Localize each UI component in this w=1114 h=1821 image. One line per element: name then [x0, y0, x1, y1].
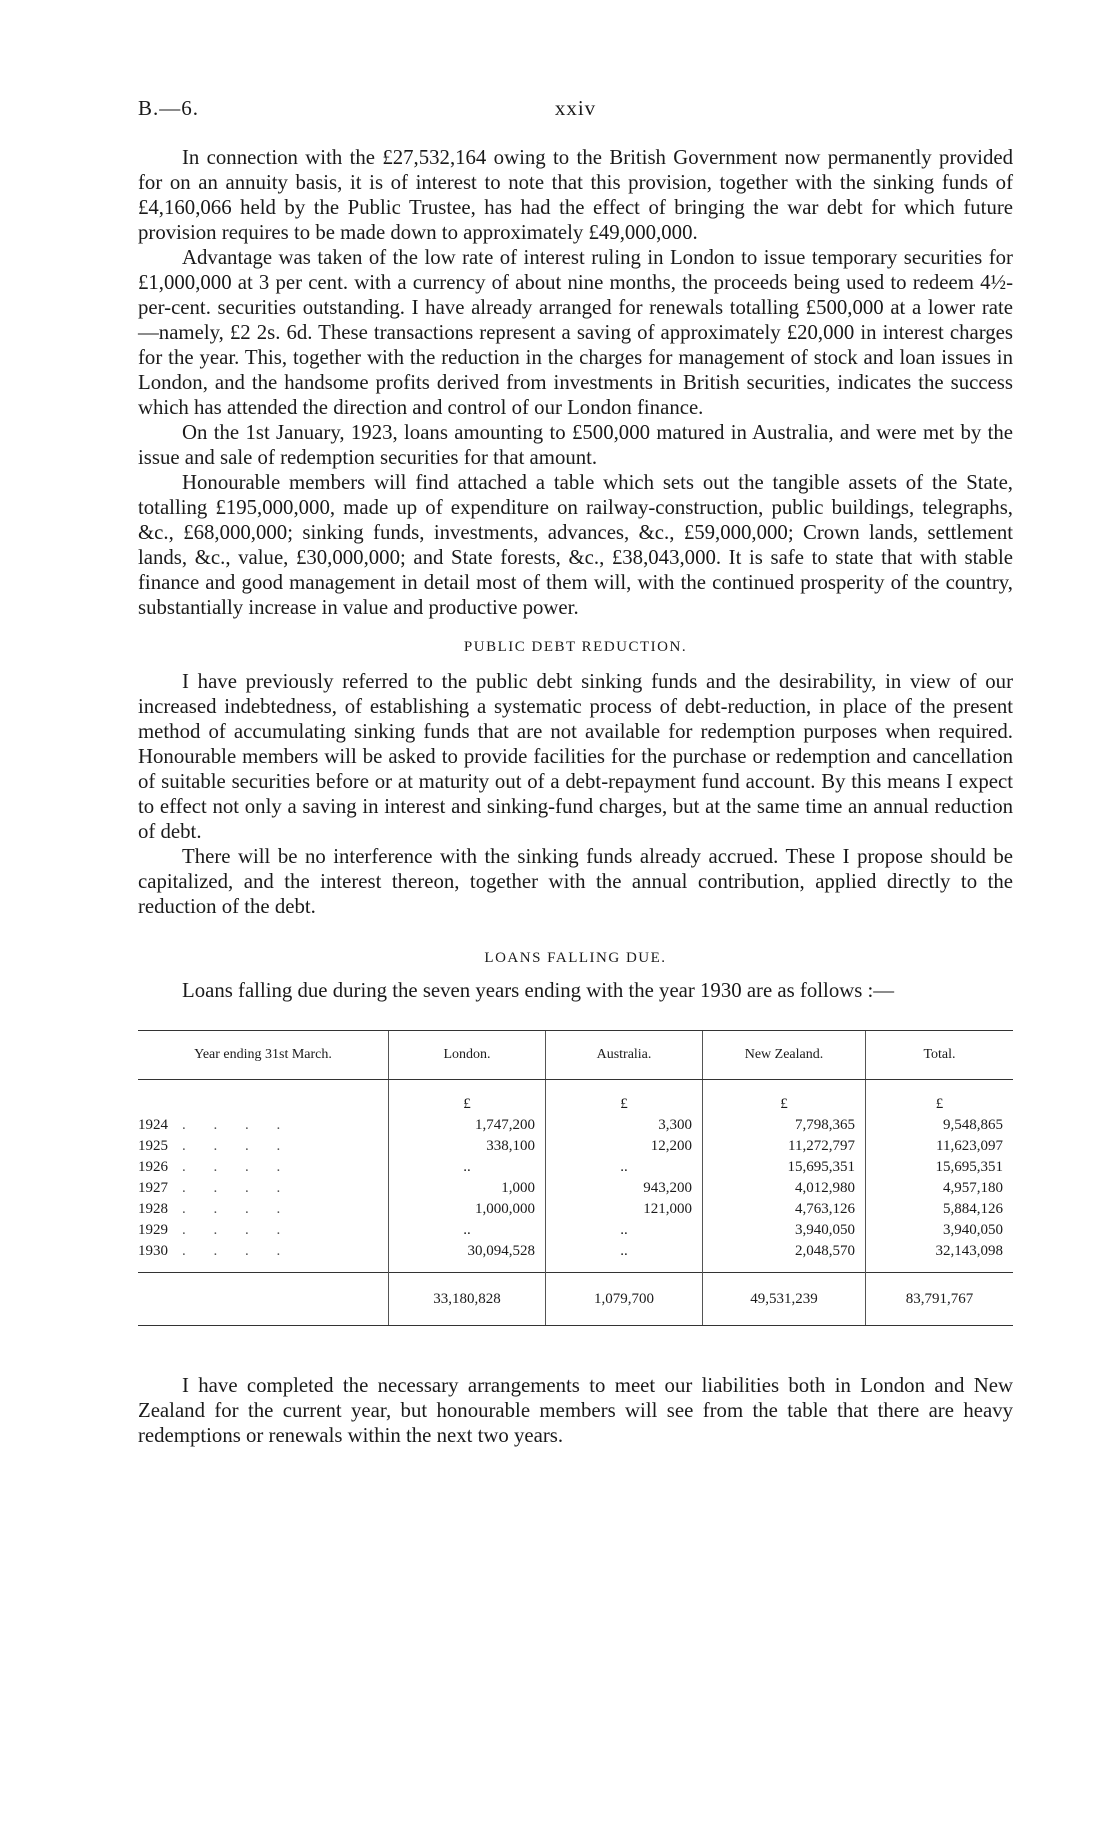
paragraph: Honourable members will find attached a table which sets out the tangible assets of the State, totalling £195,000,000, made up of expenditure on railway-construction, public buildings, telegraphs, &c., £68,000,000; sinking funds, investments, advances, &c., £59,000,000; Crown lands, settlement lands, &c., value, £30,000,000; and State forests, &c., £38,043,000. It is safe to state that with stable finance and good management in detail most of them will, with the continued prosperity of the country, substantially increase in value and productive power. [138, 471, 1013, 619]
closing-paragraph: I have completed the necessary arrangements to meet our liabilities both in London and New Zealand for the current year, but honourable members will see from the table that there are heavy redemptions or renewals within the next two years. [138, 1374, 1013, 1447]
total-cell: 5,884,126 [866, 1199, 1014, 1220]
australia-cell: 943,200 [546, 1178, 703, 1199]
new-zealand-cell: 11,272,797 [703, 1136, 866, 1157]
total-cell: 15,695,351 [866, 1157, 1014, 1178]
leader-dots: . . . . [182, 1243, 293, 1259]
paragraph: Advantage was taken of the low rate of interest ruling in London to issue temporary securities for £1,000,000 at 3 per cent. with a currency of about nine months, the proceeds being used to redeem 4½-per-cent. securities outstanding. I have already arranged for renewals totalling £500,000 at a lower rate—namely, £2 2s. 6d. These transactions represent a saving of approximately £20,000 in interest charges for the year. This, together with the reduction in the charges for management of stock and loan issues in London, and the handsome profits derived from investments in British securities, indicates the success which has attended the direction and control of our London finance. [138, 246, 1013, 419]
london-cell: 1,000,000 [389, 1199, 546, 1220]
australia-cell: .. [546, 1157, 703, 1178]
australia-cell: .. [546, 1220, 703, 1241]
total-cell: 3,940,050 [866, 1220, 1014, 1241]
table-row [138, 1115, 1013, 1136]
units-row [138, 1080, 1013, 1116]
year-cell: 1926 [138, 1159, 168, 1175]
leader-dots: . . . . [182, 1180, 293, 1196]
section-heading-loans: LOANS FALLING DUE. [484, 950, 667, 966]
total-cell: 32,143,098 [866, 1241, 1014, 1273]
unit-label: £ [389, 1080, 546, 1116]
column-header-year: Year ending 31st March. [138, 1031, 389, 1080]
unit-label: £ [866, 1080, 1014, 1116]
year-cell: 1928 [138, 1201, 168, 1217]
new-zealand-cell: 2,048,570 [703, 1241, 866, 1273]
london-cell: 30,094,528 [389, 1241, 546, 1273]
grand-total: 83,791,767 [866, 1273, 1014, 1326]
new-zealand-total: 49,531,239 [703, 1273, 866, 1326]
loans-intro: Loans falling due during the seven years ending with the year 1930 are as follows :— [182, 979, 895, 1002]
totals-row [138, 1273, 1013, 1326]
new-zealand-cell: 15,695,351 [703, 1157, 866, 1178]
leader-dots: . . . . [182, 1201, 293, 1217]
leader-dots: . . . . [182, 1117, 293, 1133]
new-zealand-cell: 4,763,126 [703, 1199, 866, 1220]
london-total: 33,180,828 [389, 1273, 546, 1326]
column-header-total: Total. [866, 1031, 1014, 1080]
leader-dots: . . . . [182, 1222, 293, 1238]
total-cell: 11,623,097 [866, 1136, 1014, 1157]
section-heading-public-debt: PUBLIC DEBT REDUCTION. [463, 639, 688, 655]
new-zealand-cell: 4,012,980 [703, 1178, 866, 1199]
document-reference: B.—6. [138, 96, 200, 120]
new-zealand-cell: 3,940,050 [703, 1220, 866, 1241]
australia-cell: 3,300 [546, 1115, 703, 1136]
new-zealand-cell: 7,798,365 [703, 1115, 866, 1136]
london-cell: .. [389, 1220, 546, 1241]
year-cell: 1927 [138, 1180, 168, 1196]
column-header-new-zealand: New Zealand. [703, 1031, 866, 1080]
london-cell: .. [389, 1157, 546, 1178]
table-row [138, 1157, 1013, 1178]
australia-total: 1,079,700 [546, 1273, 703, 1326]
paragraph: On the 1st January, 1923, loans amounting to £500,000 matured in Australia, and were met by the issue and sale of redemption securities for that amount. [138, 421, 1013, 469]
london-cell: 338,100 [389, 1136, 546, 1157]
australia-cell: 12,200 [546, 1136, 703, 1157]
london-cell: 1,747,200 [389, 1115, 546, 1136]
unit-label: £ [546, 1080, 703, 1116]
london-cell: 1,000 [389, 1178, 546, 1199]
paragraph: In connection with the £27,532,164 owing to the British Government now permanently provided for on an annuity basis, it is of interest to note that this provision, together with the sinking funds of £4,160,066 held by the Public Trustee, has had the effect of bringing the war debt for which future provision requires to be made down to approximately £49,000,000. [138, 146, 1013, 244]
table-row [138, 1241, 1013, 1273]
column-header-london: London. [389, 1031, 546, 1080]
table-header-row [138, 1031, 1013, 1080]
table-row [138, 1178, 1013, 1199]
document-body [138, 145, 1013, 1448]
total-cell: 4,957,180 [866, 1178, 1014, 1199]
year-cell: 1930 [138, 1243, 168, 1259]
table-row [138, 1199, 1013, 1220]
column-header-australia: Australia. [546, 1031, 703, 1080]
loans-table [138, 1030, 1013, 1326]
paragraph: There will be no interference with the sinking funds already accrued. These I propose should be capitalized, and the interest thereon, together with the annual contribution, applied directly to the reduction of the debt. [138, 845, 1013, 918]
unit-label: £ [703, 1080, 866, 1116]
australia-cell: .. [546, 1241, 703, 1273]
paragraph: I have previously referred to the public debt sinking funds and the desirability, in view of our increased indebtedness, of establishing a systematic process of debt-reduction, in place of the present method of accumulating sinking funds that are not available for redemption purposes when required. Honourable members will be asked to provide facilities for the purchase or redemption and cancellation of suitable securities before or at maturity out of a debt-repayment fund account. By this means I expect to effect not only a saving in interest and sinking-fund charges, but at the same time an annual reduction of debt. [138, 670, 1013, 843]
total-cell: 9,548,865 [866, 1115, 1014, 1136]
table-row [138, 1220, 1013, 1241]
leader-dots: . . . . [182, 1159, 293, 1175]
table-row [138, 1136, 1013, 1157]
year-cell: 1925 [138, 1138, 168, 1154]
page-number: xxiv [554, 96, 597, 120]
leader-dots: . . . . [182, 1138, 293, 1154]
australia-cell: 121,000 [546, 1199, 703, 1220]
year-cell: 1929 [138, 1222, 168, 1238]
year-cell: 1924 [138, 1117, 168, 1133]
